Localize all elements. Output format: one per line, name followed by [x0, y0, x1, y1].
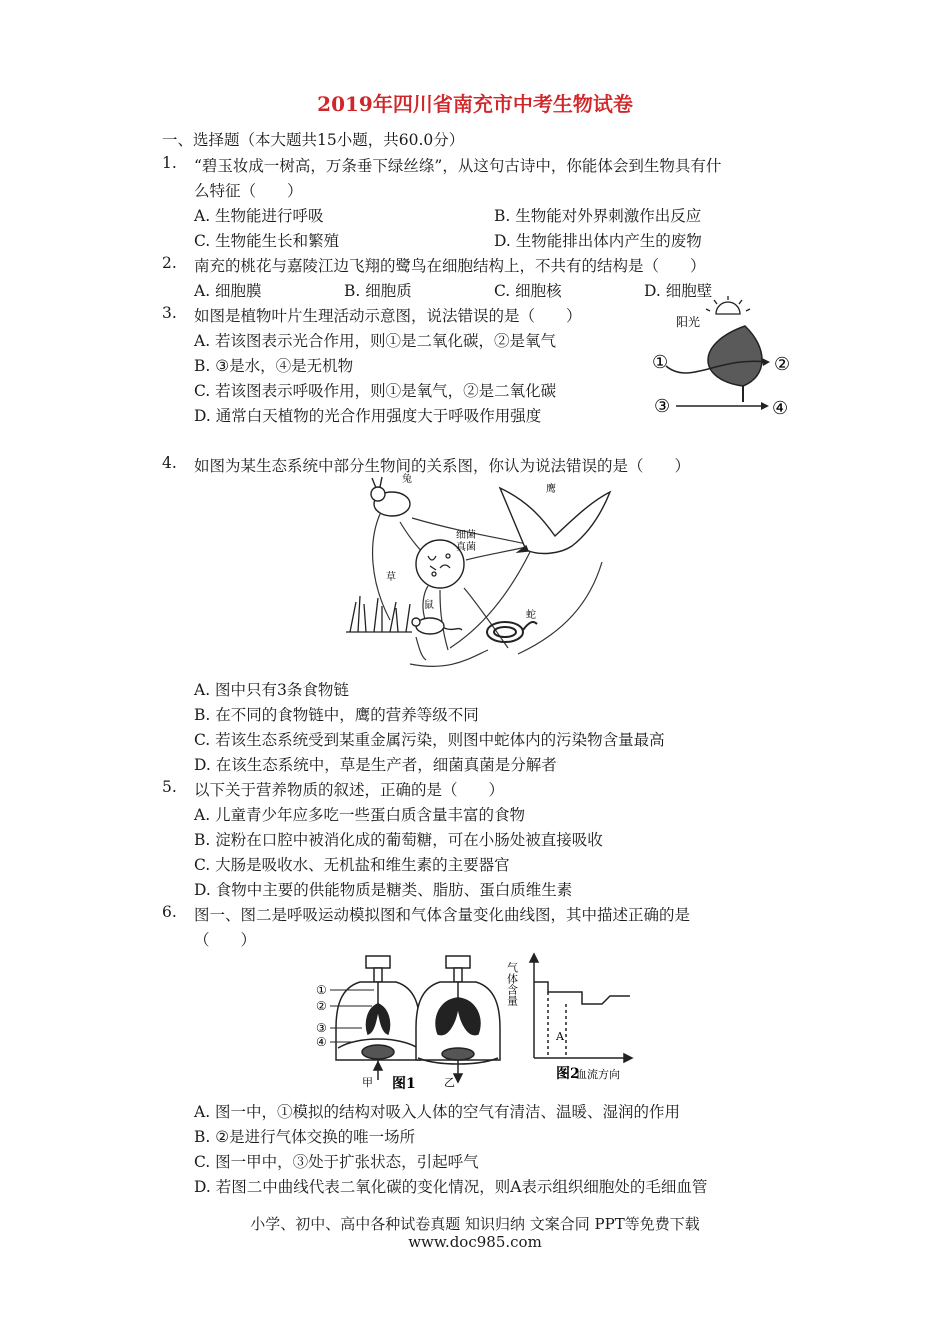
q3-label-4: ④	[772, 398, 789, 419]
q6-label-3: ③	[316, 1021, 327, 1035]
label-jia: 甲	[362, 1076, 373, 1089]
q1-option-c: C. 生物能生长和繁殖	[194, 232, 340, 250]
footer-line1: 小学、初中、高中各种试卷真题 知识归纳 文案合同 PPT等免费下载	[250, 1215, 700, 1233]
chart-ylabel: 气体含量	[505, 962, 519, 1006]
q2-option-a: A. 细胞膜	[194, 282, 262, 300]
q3-label-2: ②	[774, 354, 791, 375]
q2-option-c: C. 细胞核	[494, 282, 562, 300]
breathing-diagram	[312, 948, 648, 1094]
label-grass: 草	[386, 572, 396, 583]
q2-option-d: D. 细胞壁	[644, 282, 713, 300]
q1-option-b: B. 生物能对外界刺激作出反应	[494, 207, 702, 225]
q4-number: 4.	[162, 454, 177, 472]
q3-label-1: ①	[652, 352, 669, 373]
label-eagle: 鹰	[546, 484, 556, 495]
q1-option-d: D. 生物能排出体内产生的废物	[494, 232, 702, 250]
snake-icon	[487, 622, 537, 642]
q1-number: 1.	[162, 154, 177, 172]
q4-option-a: A. 图中只有3条食物链	[194, 681, 349, 699]
q5-stem: 以下关于营养物质的叙述，正确的是（ ）	[194, 781, 505, 799]
bell-jar-jia	[336, 956, 420, 1080]
q2-option-b: B. 细胞质	[344, 282, 412, 300]
q3-option-a: A. 若该图表示光合作用，则①是二氧化碳，②是氧气	[194, 332, 557, 350]
label-point-a: A	[556, 1030, 564, 1043]
q5-option-a: A. 儿童青少年应多吃一些蛋白质含量丰富的食物	[194, 806, 526, 824]
q4-stem: 如图为某生态系统中部分生物间的关系图，你认为说法错误的是（ ）	[194, 457, 691, 475]
q1-stem-line2: 么特征（ ）	[194, 182, 303, 200]
q5-option-d: D. 食物中主要的供能物质是糖类、脂肪、蛋白质维生素	[194, 881, 573, 899]
mouse-icon	[412, 618, 462, 634]
q1-option-a: A. 生物能进行呼吸	[194, 207, 324, 225]
q4-option-b: B. 在不同的食物链中，鹰的营养等级不同	[194, 706, 479, 724]
q2-number: 2.	[162, 254, 177, 272]
sun-icon	[706, 296, 750, 314]
sun-label: 阳光	[676, 315, 701, 329]
q5-number: 5.	[162, 778, 177, 796]
label-mouse: 鼠	[424, 600, 434, 611]
q6-option-a: A. 图一中，①模拟的结构对吸入人体的空气有清洁、温暖、湿润的作用	[194, 1103, 681, 1121]
q6-option-c: C. 图一甲中，③处于扩张状态，引起呼气	[194, 1153, 479, 1171]
label-fungi: 真菌	[456, 542, 476, 553]
q3-stem: 如图是植物叶片生理活动示意图，说法错误的是（ ）	[194, 307, 582, 325]
eagle-icon	[500, 488, 610, 553]
q3-label-3: ③	[654, 396, 671, 417]
q5-option-c: C. 大肠是吸收水、无机盐和维生素的主要器官	[194, 856, 510, 874]
q4-option-c: C. 若该生态系统受到某重金属污染，则图中蛇体内的污染物含量最高	[194, 731, 665, 749]
q2-stem: 南充的桃花与嘉陵江边飞翔的鹭鸟在细胞结构上，不共有的结构是（ ）	[194, 257, 706, 275]
chart-xlabel: 血流方向	[576, 1068, 620, 1081]
q6-number: 6.	[162, 903, 177, 921]
q6-option-b: B. ②是进行气体交换的唯一场所	[194, 1128, 416, 1146]
page-title: 2019年四川省南充市中考生物试卷	[317, 92, 633, 116]
label-fig1: 图1	[392, 1076, 416, 1092]
leaf-icon	[708, 326, 762, 402]
gas-content-curve	[530, 954, 632, 1062]
label-rabbit: 兔	[402, 474, 412, 485]
food-web-diagram	[340, 472, 640, 672]
q6-stem-line1: 图一、图二是呼吸运动模拟图和气体含量变化曲线图，其中描述正确的是	[194, 906, 691, 924]
q6-label-2: ②	[316, 999, 327, 1013]
label-bacteria: 细菌	[456, 530, 476, 541]
q6-option-d: D. 若图二中曲线代表二氧化碳的变化情况，则A表示组织细胞处的毛细血管	[194, 1178, 708, 1196]
q3-option-c: C. 若该图表示呼吸作用，则①是氧气，②是二氧化碳	[194, 382, 557, 400]
q6-stem-line2: （ ）	[194, 931, 257, 949]
q3-number: 3.	[162, 304, 177, 322]
leaf-diagram	[640, 296, 800, 422]
q3-option-d: D. 通常白天植物的光合作用强度大于呼吸作用强度	[194, 407, 542, 425]
q3-option-b: B. ③是水，④是无机物	[194, 357, 354, 375]
q6-label-1: ①	[316, 983, 327, 997]
label-snake: 蛇	[526, 610, 536, 621]
q4-option-d: D. 在该生态系统中，草是生产者，细菌真菌是分解者	[194, 756, 557, 774]
label-fig2: 图2	[556, 1066, 580, 1082]
footer-url[interactable]: www.doc985.com	[408, 1233, 542, 1251]
bell-jar-yi	[416, 956, 500, 1082]
q5-option-b: B. 淀粉在口腔中被消化成的葡萄糖，可在小肠处被直接吸收	[194, 831, 603, 849]
section-heading: 一、选择题（本大题共15小题，共60.0分）	[162, 131, 465, 149]
grass-icon	[346, 596, 412, 632]
q1-stem-line1: “碧玉妆成一树高，万条垂下绿丝绦”，从这句古诗中，你能体会到生物具有什	[194, 157, 722, 175]
q6-label-4: ④	[316, 1035, 327, 1049]
label-yi: 乙	[444, 1076, 455, 1089]
